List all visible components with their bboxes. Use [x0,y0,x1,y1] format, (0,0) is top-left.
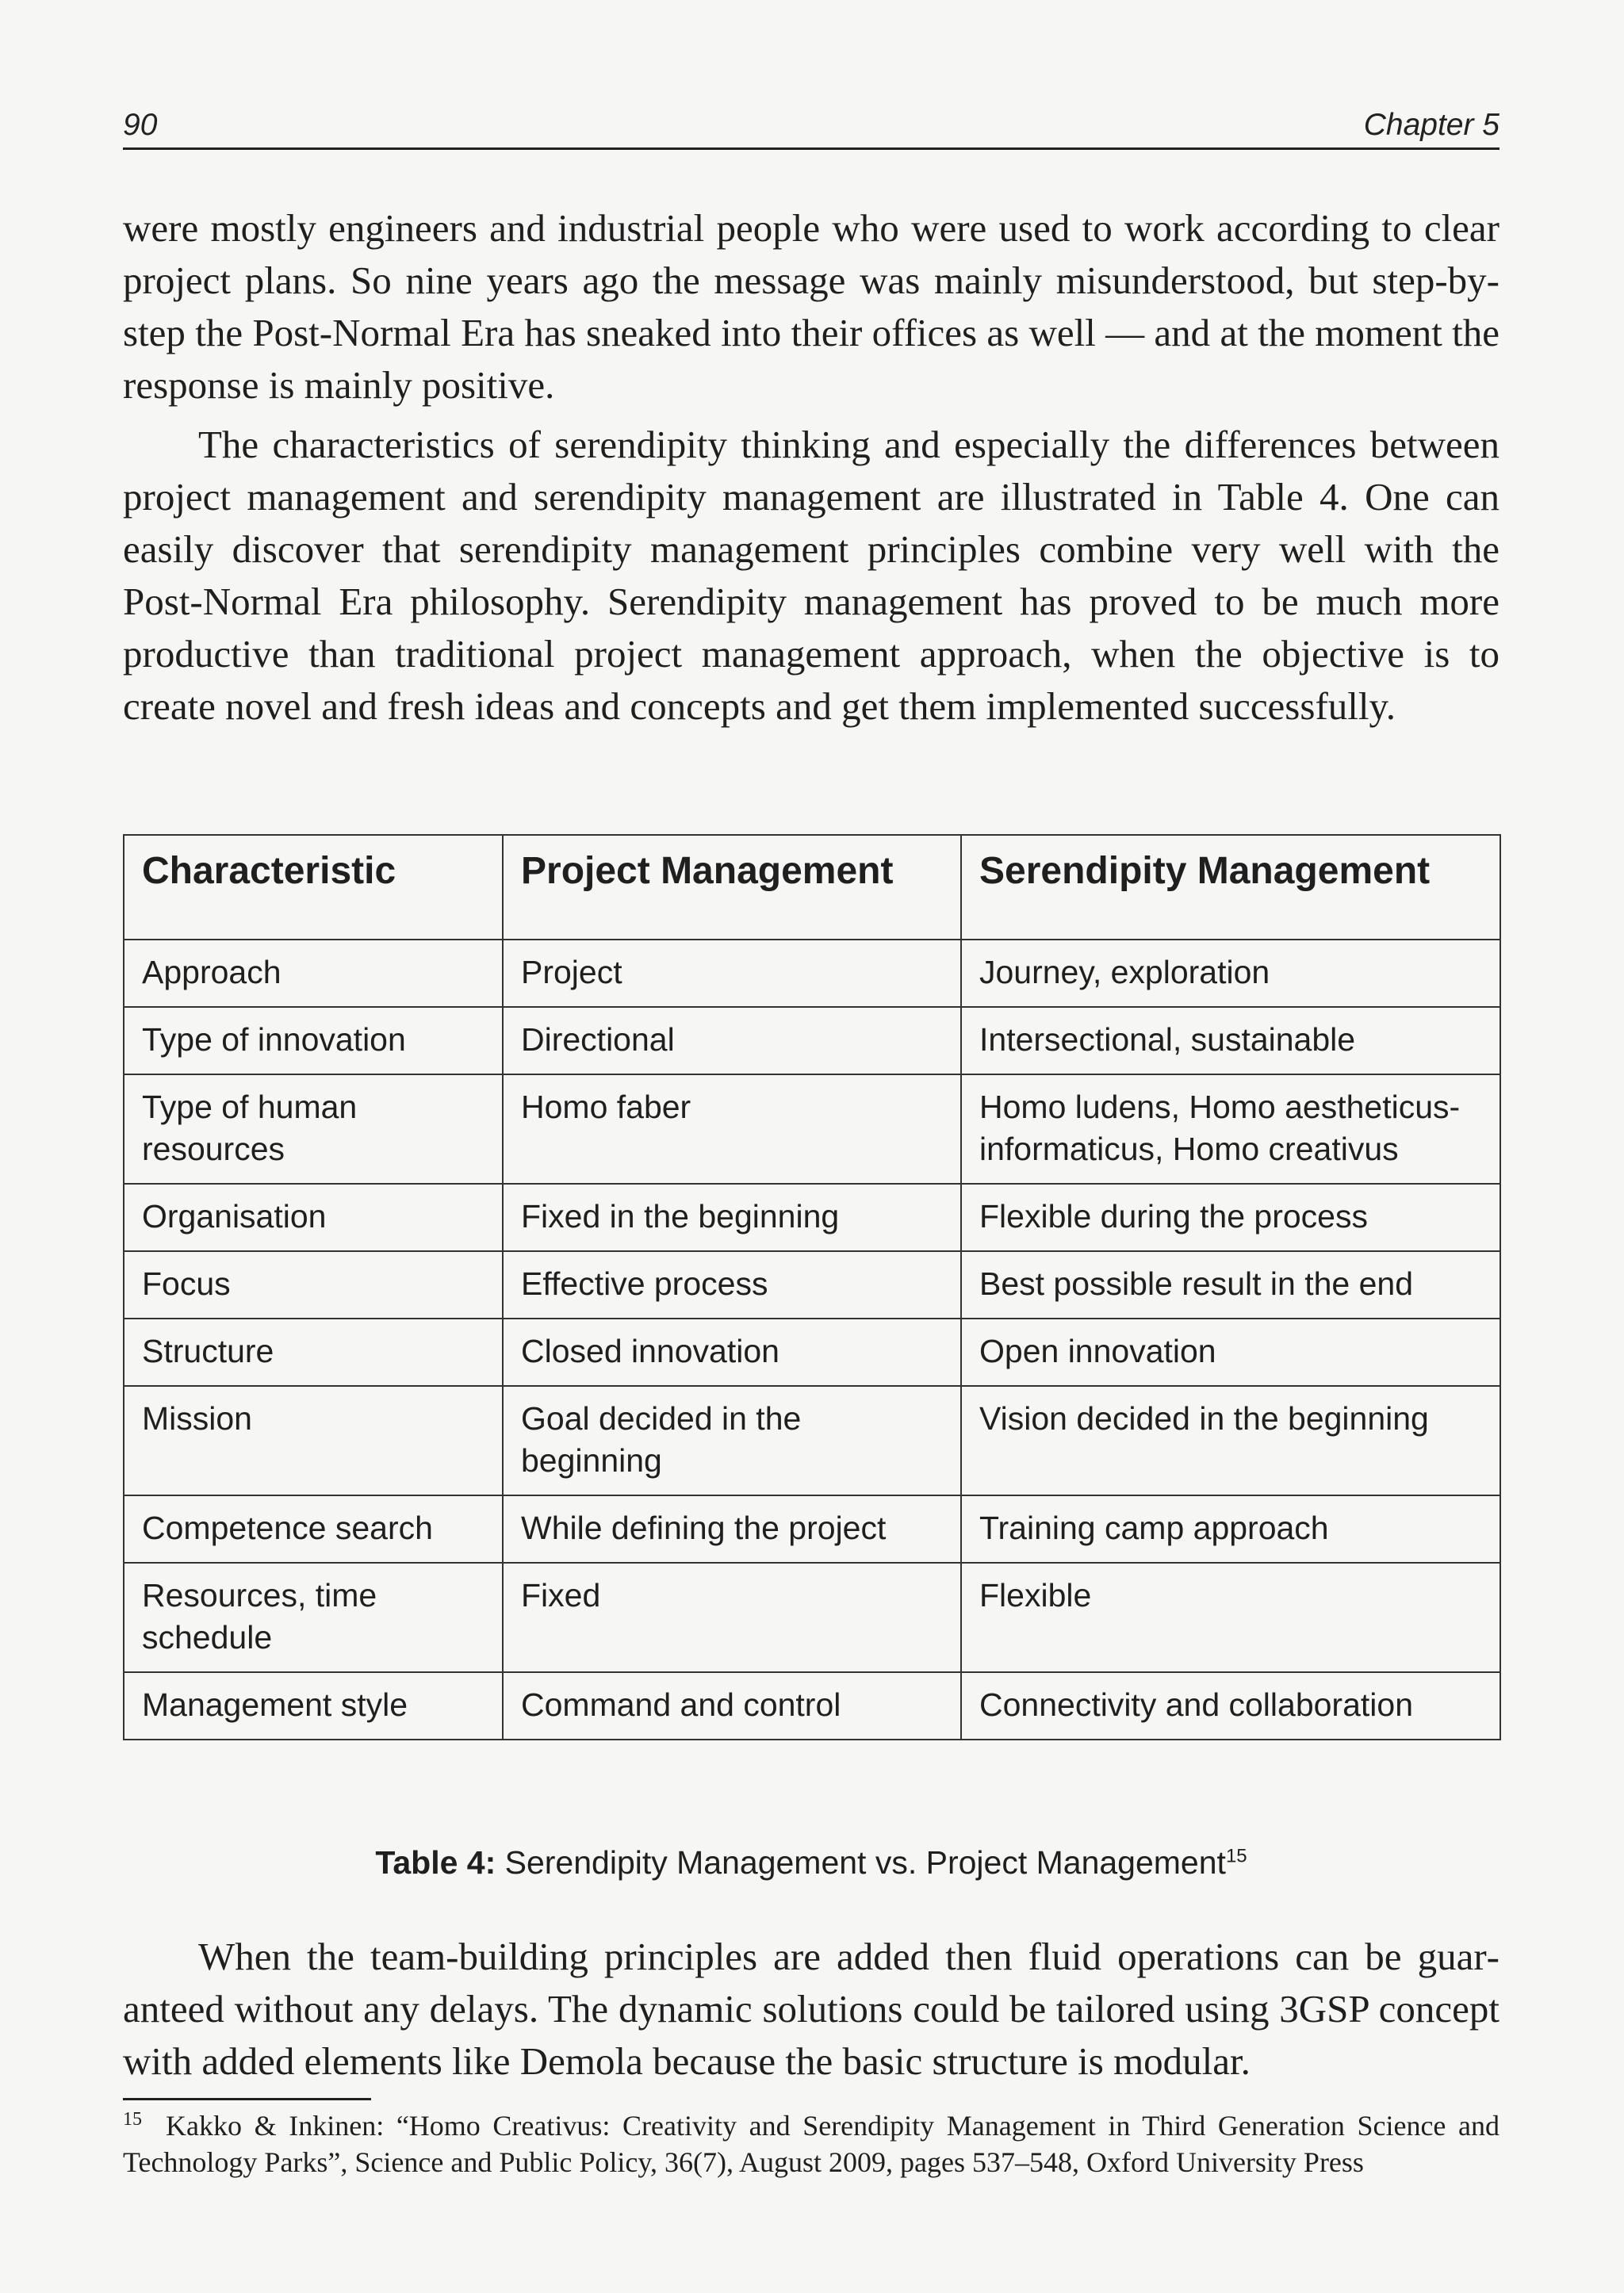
footnote-mark: 15 [123,2109,142,2130]
table-row [124,1672,1500,1740]
comparison-table [123,834,1501,1740]
table-caption [123,1844,1500,1881]
table-cell: Mission [124,1386,503,1495]
table-cell: Flexible during the process [961,1184,1500,1251]
column-header: Serendipity Management [961,835,1500,940]
table-cell: Effective process [503,1251,961,1319]
table-cell: Journey, exploration [961,940,1500,1007]
column-header: Project Management [503,835,961,940]
table-cell: Project [503,940,961,1007]
body-paragraph-2: The characteristics of serendipity thinking and especially the differences between project management and serendipity management are illustrated in Table 4. One can easily discover that serendipity management principles combine very well with the Post-Normal Era philosophy. Serendipity management has proved to be much more productive than traditional project management approach, when the objective is to create novel and fresh ideas and concepts and get them implemented successfully. [123,423,1500,728]
table-cell: Organisation [124,1184,503,1251]
body-paragraph-1: were mostly engineers and industrial people who were used to work according to clear project plans. So nine years ago the message was mainly misunderstood, but step-by-step the Post-Normal Era has sneaked into their offices as well — and at the moment the response is mainly positive. [123,206,1500,407]
table-row [124,1319,1500,1386]
table-header-row [124,835,1500,940]
table-cell: Connectivity and collaboration [961,1672,1500,1740]
body-paragraph-3: When the team-building principles are added then fluid operations can be guaranteed without any delays. The dynamic solutions could be tailored using 3GSP concept with added elements like Demola because the basic structure is modular. [123,1935,1500,2083]
table-cell: Structure [124,1319,503,1386]
table-row [124,1251,1500,1319]
table-row [124,1074,1500,1184]
table-cell: Closed innovation [503,1319,961,1386]
table-row [124,1007,1500,1074]
table-row [124,1386,1500,1495]
table-cell: Approach [124,940,503,1007]
table-cell: Fixed [503,1563,961,1672]
table-row [124,1184,1500,1251]
footnote-reference[interactable]: 15 [1225,1845,1247,1867]
table-cell: Resources, time schedule [124,1563,503,1672]
table-cell: Intersectional, sustainable [961,1007,1500,1074]
table-cell: Best possible result in the end [961,1251,1500,1319]
footnote-divider [123,2098,371,2100]
caption-label: Table 4: [375,1844,496,1881]
table-cell: Homo ludens, Homo aestheticus-informaticus, Homo creativus [961,1074,1500,1184]
table-cell: While defining the project [503,1495,961,1563]
table-cell: Homo faber [503,1074,961,1184]
table-cell: Directional [503,1007,961,1074]
chapter-label: Chapter 5 [1363,108,1500,142]
table-cell: Focus [124,1251,503,1319]
footnote [123,2107,1500,2180]
table-row [124,1563,1500,1672]
table-cell: Command and control [503,1672,961,1740]
table-cell: Goal decided in the beginning [503,1386,961,1495]
table-cell: Training camp approach [961,1495,1500,1563]
running-header [123,105,1500,150]
table-row [124,1495,1500,1563]
table-row [124,940,1500,1007]
column-header: Characteristic [124,835,503,940]
caption-text: Serendipity Management vs. Project Management [496,1844,1226,1881]
footnote-text: Kakko & Inkinen: “Homo Creativus: Creativity and Serendipity Management in Third Generation Science and Technology Parks”, Science and Public Policy, 36(7), August 2009, pages 537–548, Oxford University Press [123,2110,1500,2178]
table-cell: Competence search [124,1495,503,1563]
table-cell: Type of human resources [124,1074,503,1184]
table-cell: Vision decided in the beginning [961,1386,1500,1495]
table-cell: Type of innovation [124,1007,503,1074]
table-cell: Open innovation [961,1319,1500,1386]
table-cell: Fixed in the beginning [503,1184,961,1251]
table-cell: Management style [124,1672,503,1740]
table-cell: Flexible [961,1563,1500,1672]
page-number: 90 [123,108,158,142]
